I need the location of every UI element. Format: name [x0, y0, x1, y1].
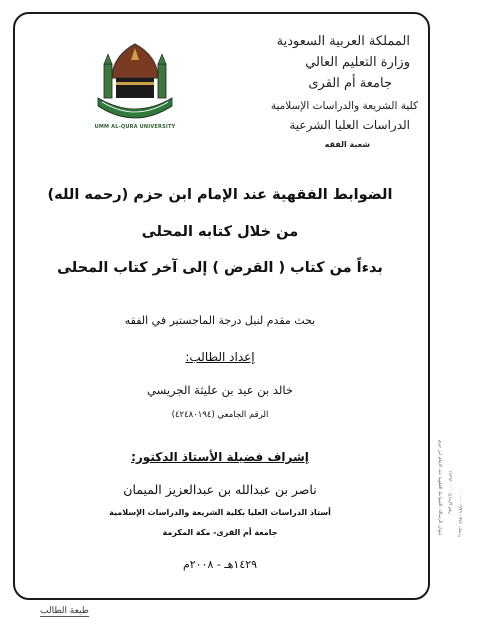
kingdom-name: المملكة العربية السعودية — [276, 34, 410, 49]
supervisor-name: ناصر بن عبدالله بن عبدالعزيز الميمان — [123, 482, 317, 497]
student-heading: إعداد الطالب: — [185, 350, 255, 364]
degree-statement: بحث مقدم لنيل درجة الماجستير في الفقه — [124, 314, 316, 327]
branch-name: شعبة الفقه — [324, 140, 370, 149]
logo-caption: UMM AL-QURA UNIVERSITY — [94, 124, 176, 130]
ministry-name: وزارة التعليم العالي — [305, 55, 410, 70]
student-name: خالد بن عيد بن عليثة الجريسي — [147, 383, 293, 397]
side-note-1: عنوان الرسالة: الضوابط الفقهية عند الإمام ابن حزم — [437, 440, 442, 536]
university-name: جامعة أم القرى — [308, 76, 392, 91]
university-seal-icon — [90, 38, 180, 138]
hijri-gregorian-date: ١٤٢٩هـ - ٢٠٠٨م — [182, 558, 258, 571]
thesis-title-line2: من خلال كتابه المحلى — [141, 224, 299, 240]
side-note-2: رقم الإيداع: ١٤٢٩/٠٠٠٠ — [447, 470, 452, 514]
thesis-title-line1: الضوابط الفقهية عند الإمام ابن حزم (رحمه الله) — [47, 187, 393, 203]
supervisor-heading: إشراف فضيلة الأستاذ الدكتور: — [131, 450, 309, 464]
print-signature: طبعة الطالب — [40, 606, 89, 616]
graduate-studies: الدراسات العليا الشرعية — [289, 118, 410, 132]
college-name: كلية الشريعة والدراسات الإسلامية — [270, 100, 418, 112]
university-logo — [90, 38, 180, 138]
thesis-title-line3: بدءاً من كتاب ( القرض ) إلى آخر كتاب المحلى — [57, 260, 383, 276]
student-id: الرقم الجامعي (٤٢٤٨٠١٩٤) — [171, 410, 269, 420]
side-note-3: ردمك: ٩٧٨-٩٩٦٠-٠٠-٠٠٠ — [457, 490, 462, 538]
supervisor-institution: جامعة أم القرى- مكة المكرمة — [162, 528, 278, 537]
supervisor-position: أستاذ الدراسات العليا بكلية الشريعة والدراسات الإسلامية — [109, 508, 331, 517]
